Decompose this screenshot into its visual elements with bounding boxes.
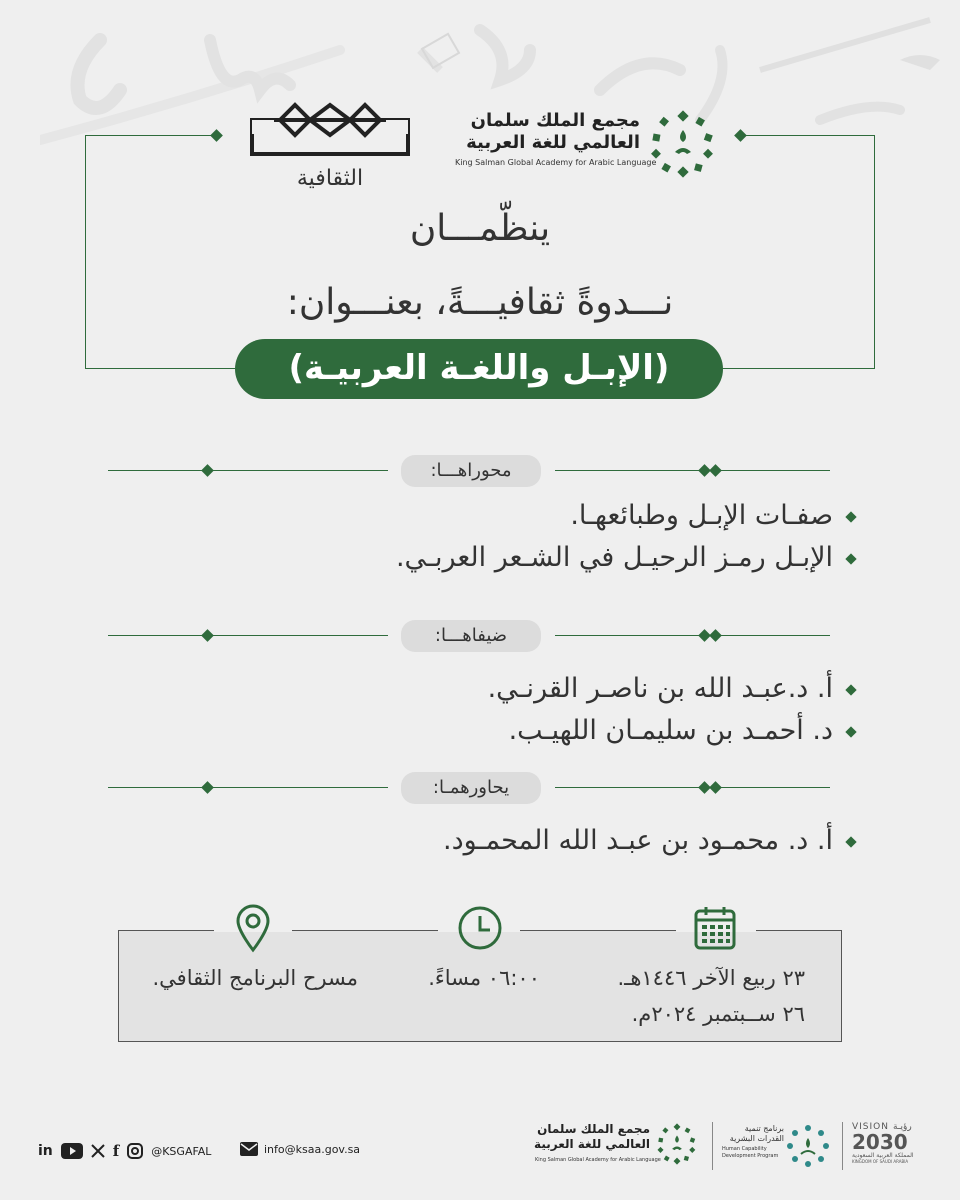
bullet-icon <box>845 684 856 695</box>
vision-kingdom-ar: المملكة العربية السعودية <box>852 1152 914 1159</box>
axes-item-1: صفـات الإبـل وطبائعهـا. <box>570 500 855 531</box>
thaqafia-emblem-icon <box>250 100 410 158</box>
academy-logo <box>455 110 725 180</box>
bullet-icon <box>845 511 856 522</box>
bullet-icon <box>845 836 856 847</box>
guests-divider-diamond-left <box>201 629 214 642</box>
location-pin-icon <box>235 903 271 953</box>
hcdp-en-2: Development Program <box>722 1153 779 1159</box>
moderator-divider-diamond-left <box>201 781 214 794</box>
axes-divider-diamond-left <box>201 464 214 477</box>
guests-divider-diamond-right-2 <box>709 629 722 642</box>
frame-left-vertical <box>85 135 86 369</box>
linkedin-icon[interactable]: in <box>38 1143 53 1159</box>
facebook-icon[interactable]: f <box>112 1142 120 1160</box>
title-banner <box>235 339 723 399</box>
event-location: مسرح البرنامج الثقافي. <box>152 966 358 990</box>
email-contact[interactable] <box>240 1142 360 1156</box>
hcdp-ar-1: برنامج تنمية <box>744 1124 784 1133</box>
social-handle[interactable]: @KSGAFAL <box>151 1144 212 1158</box>
vision-label: VISION <box>852 1122 889 1132</box>
social-links <box>38 1140 211 1162</box>
frame-right-vertical <box>874 135 875 369</box>
vision-ar: رؤيـة <box>893 1122 912 1132</box>
footer-divider-1 <box>712 1122 713 1170</box>
moderator-label: يحاورهمـا: <box>401 772 541 804</box>
footer-academy-logo <box>530 1122 705 1172</box>
axes-divider-left <box>108 470 388 471</box>
hcdp-ar-2: القدرات البشرية <box>729 1134 784 1143</box>
moderator-divider-left <box>108 787 388 788</box>
frame-bottom-right <box>722 368 875 369</box>
mail-icon <box>240 1142 258 1156</box>
x-twitter-icon[interactable] <box>91 1144 105 1158</box>
guests-divider-right <box>555 635 830 636</box>
guests-divider-left <box>108 635 388 636</box>
moderator-item-1: أ. د. محمـود بن عبـد الله المحمـود. <box>443 825 855 856</box>
academy-name-en: King Salman Global Academy for Arabic Language <box>455 158 657 167</box>
youtube-icon[interactable] <box>61 1143 83 1159</box>
academy-emblem-icon <box>647 108 719 180</box>
academy-name-ar-1: مجمع الملك سلمان <box>470 110 640 131</box>
moderator-divider-right <box>555 787 830 788</box>
event-time: ٠٦:٠٠ مساءً. <box>428 966 540 990</box>
guest-item-1: أ. د.عبـد الله بن ناصـر القرنـي. <box>488 673 855 704</box>
footer-academy-ar-2: العالمي للغة العربية <box>534 1137 650 1151</box>
event-date-hijri: ٢٣ ربيع الآخر ١٤٤٦هـ. <box>617 966 805 990</box>
vision-year: 2030 <box>852 1130 908 1154</box>
moderator-divider-diamond-right-2 <box>709 781 722 794</box>
hcdp-logo <box>722 1124 834 1170</box>
academy-name-ar-2: العالمي للغة العربية <box>466 132 640 153</box>
thaqafia-label: الثقافية <box>296 166 364 191</box>
calendar-icon <box>693 905 737 951</box>
event-date-gregorian: ٢٦ ســبتمبر ٢٠٢٤م. <box>631 1002 805 1026</box>
axes-item-2: الإبـل رمـز الرحيـل في الشـعر العربـي. <box>396 542 855 573</box>
footer-divider-2 <box>842 1122 843 1170</box>
bullet-icon <box>845 726 856 737</box>
bullet-icon <box>845 553 856 564</box>
axes-divider-right <box>555 470 830 471</box>
axes-label: محوراهـــا: <box>401 455 541 487</box>
footer-academy-ar-1: مجمع الملك سلمان <box>537 1122 650 1136</box>
banner-title: (الإبـل واللغـة العربيـة) <box>288 348 670 388</box>
clock-icon <box>457 905 503 951</box>
email-address[interactable]: info@ksaa.gov.sa <box>264 1142 361 1156</box>
instagram-icon[interactable] <box>127 1143 143 1159</box>
axes-divider-diamond-right-2 <box>709 464 722 477</box>
frame-bottom-left <box>85 368 235 369</box>
guest-item-2: د. أحمـد بن سليمـان اللهيـب. <box>509 715 855 746</box>
frame-top-right <box>745 135 875 136</box>
vision-kingdom-en: KINGDOM OF SAUDI ARABIA <box>852 1159 909 1164</box>
guests-label: ضيفاهـــا: <box>401 620 541 652</box>
hcdp-emblem-icon <box>786 1124 830 1168</box>
frame-top-left <box>85 135 215 136</box>
organizers-text: ينظّمـــان <box>409 208 551 249</box>
footer-academy-en: King Salman Global Academy for Arabic Language <box>535 1157 661 1163</box>
thaqafia-logo <box>250 100 410 195</box>
hcdp-en-1: Human Capability <box>722 1146 767 1152</box>
vision-2030-logo <box>852 1122 952 1172</box>
seminar-title: نـــدوةً ثقافيـــةً، بعنـــوان: <box>286 282 674 323</box>
footer-academy-emblem-icon <box>655 1122 699 1166</box>
